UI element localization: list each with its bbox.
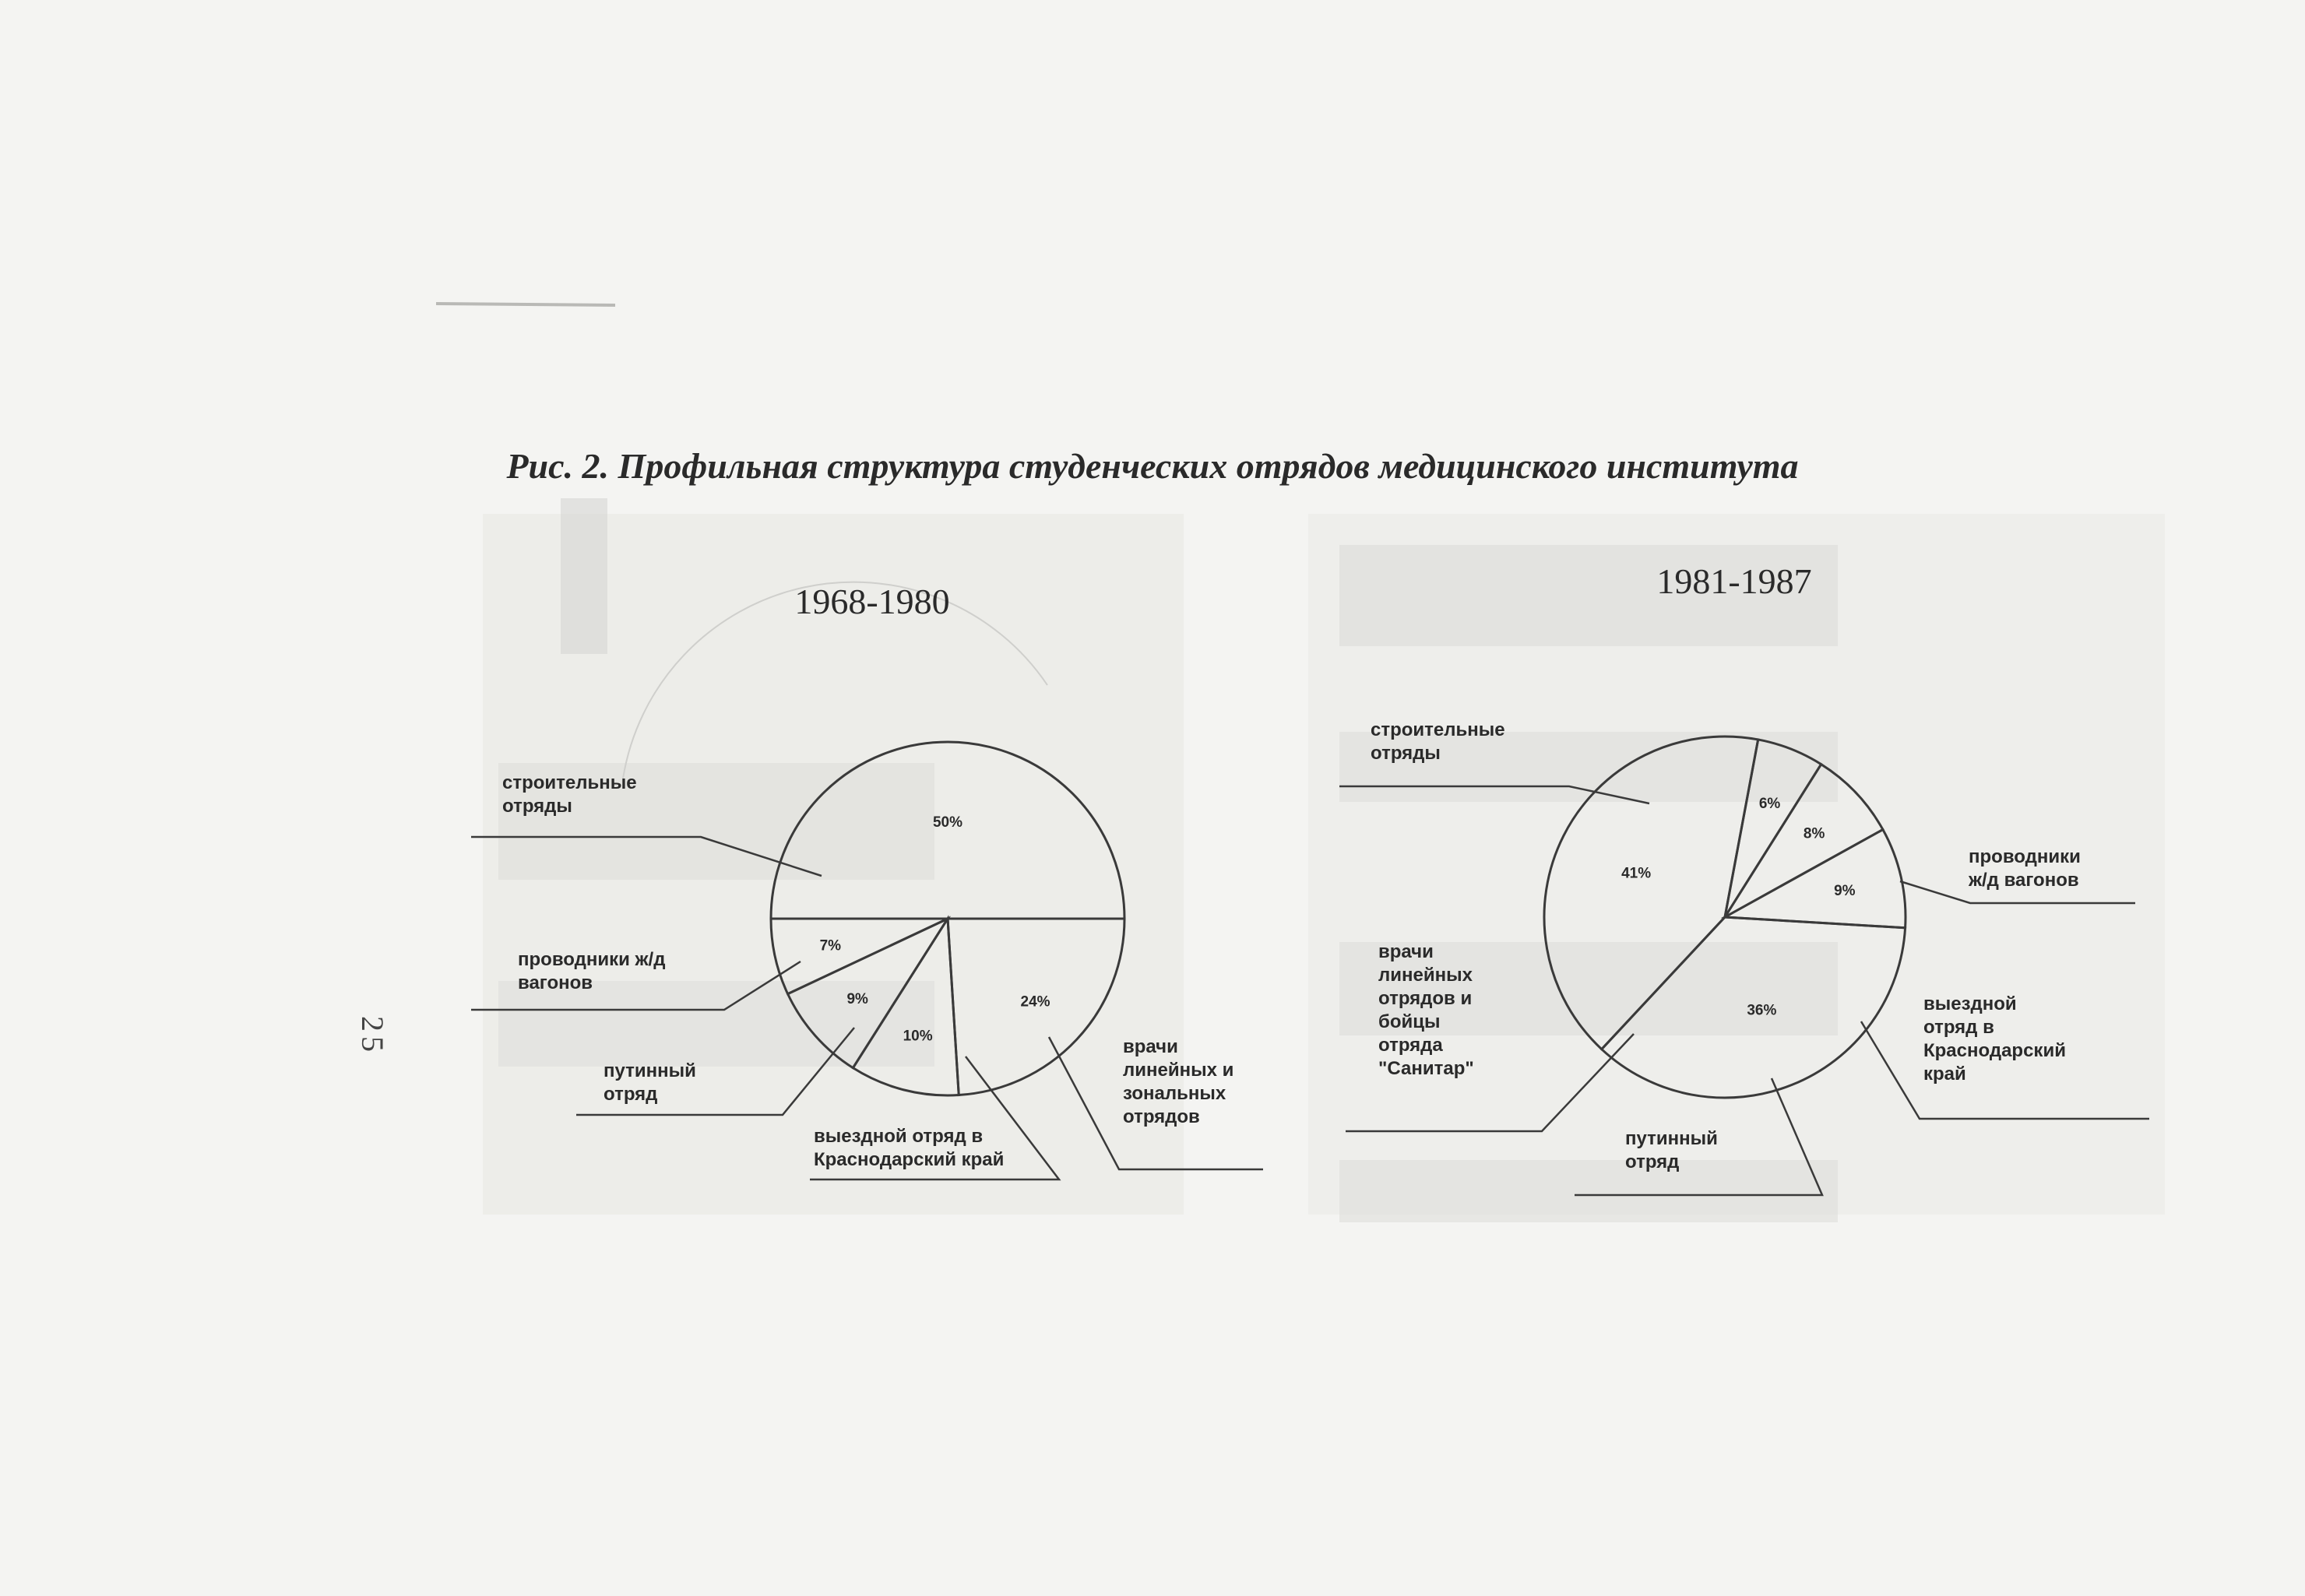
chart-title: 1981-1987: [1656, 561, 1812, 601]
callout-label-line: выездной отряд в: [814, 1126, 984, 1147]
pie-slice: [853, 919, 959, 1095]
page-number: 25: [355, 1016, 390, 1056]
callout-label-line: путинный: [1625, 1128, 1718, 1149]
callout-label-line: линейных: [1378, 965, 1473, 986]
callout-label-line: вагонов: [518, 972, 593, 993]
callout-label: [1371, 719, 1505, 764]
callout-label-line: отряда: [1378, 1035, 1443, 1056]
callout-label: [518, 949, 665, 993]
callout-label-line: отрядов: [1123, 1106, 1200, 1127]
callout-label-line: отряды: [502, 796, 572, 817]
callout-label-line: проводники ж/д: [518, 949, 666, 970]
pie-slice: [771, 919, 948, 994]
callout-label-line: Краснодарский край: [814, 1149, 1005, 1170]
callout-label-line: край: [1923, 1063, 1966, 1085]
callout-label-line: отряд в: [1923, 1017, 1994, 1038]
slice-percent-label: 7%: [819, 937, 842, 954]
callout-label-line: отряды: [1371, 743, 1441, 764]
callout-label-line: строительные: [502, 772, 637, 793]
slice-percent-label: 6%: [1758, 796, 1781, 813]
callout-leader-line: [1861, 1021, 2149, 1119]
callout-leader-line: [1339, 786, 1649, 803]
callout-label-line: врачи: [1123, 1036, 1178, 1057]
slice-percent-label: 10%: [903, 1028, 933, 1045]
slice-percent-label: 36%: [1747, 1002, 1777, 1019]
callout-label-line: отрядов и: [1378, 988, 1473, 1009]
callout-label: [1123, 1036, 1233, 1127]
slice-percent-label: 8%: [1803, 825, 1825, 842]
slice-percent-label: 24%: [1020, 993, 1050, 1011]
callout-label-line: зональных: [1123, 1083, 1226, 1104]
slice-percent-label: 9%: [1834, 883, 1856, 900]
callout-leader-line: [471, 837, 822, 876]
slice-percent-label: 41%: [1621, 865, 1652, 882]
chart-title: 1968-1980: [794, 582, 950, 621]
callout-label-line: выездной: [1923, 993, 2017, 1014]
figure-title: Рис. 2. Профильная структура студенческих отрядов медицинского института: [506, 446, 1799, 486]
callout-label-line: строительные: [1371, 719, 1505, 740]
callout-label-line: бойцы: [1378, 1011, 1441, 1032]
pie-chart-1981-1987: [1339, 561, 2149, 1195]
callout-label-line: линейных и: [1123, 1060, 1234, 1081]
callout-label: [1968, 846, 2081, 891]
callout-label-line: проводники: [1969, 846, 2081, 867]
slice-percent-label: 50%: [932, 814, 963, 831]
pie-slice: [1725, 830, 1906, 928]
pie-slice: [1544, 736, 1758, 1049]
callout-label-line: ж/д вагонов: [1969, 870, 2079, 891]
callout-label: [1378, 941, 1474, 1079]
callout-label-line: путинный: [604, 1060, 696, 1081]
callout-label: [502, 772, 637, 817]
slice-percent-label: 9%: [846, 991, 868, 1008]
callout-label: [604, 1060, 696, 1105]
callout-label-line: Краснодарский: [1923, 1040, 2066, 1061]
callout-label-line: "Санитар": [1378, 1058, 1474, 1079]
callout-label-line: отряд: [604, 1084, 658, 1105]
callout-label: [1625, 1128, 1718, 1172]
pie-chart-1968-1980: [471, 582, 1263, 1179]
callout-label: [1923, 993, 2066, 1085]
callout-label: [814, 1126, 1004, 1170]
callout-label-line: врачи: [1378, 941, 1434, 962]
callout-label-line: отряд: [1625, 1151, 1680, 1172]
